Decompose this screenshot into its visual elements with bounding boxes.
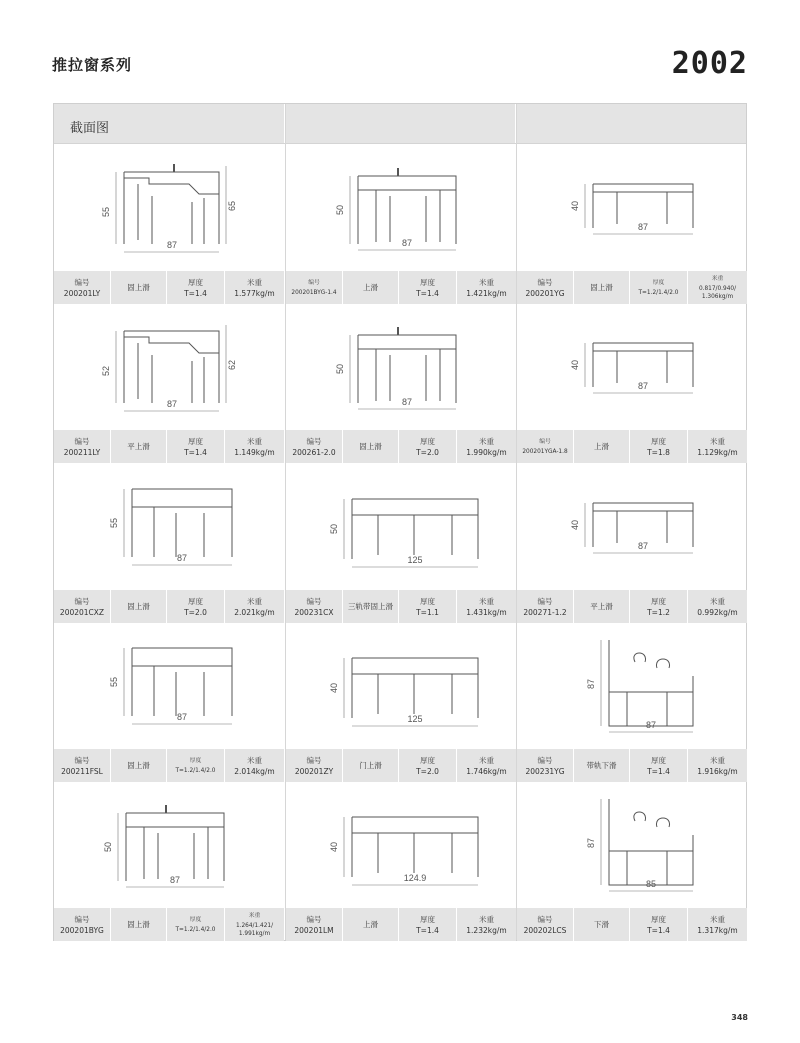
code-cell: [286, 590, 343, 623]
weight-label: 米重: [479, 436, 494, 446]
weight-value: 1.990kg/m: [466, 447, 507, 457]
weight-value: 1.149kg/m: [234, 447, 275, 457]
header-cell-3: [516, 104, 746, 143]
header-cell-1: [54, 104, 285, 143]
thickness-cell: [630, 590, 688, 623]
profile-name: 固上滑: [127, 920, 150, 929]
name-cell: [574, 271, 630, 304]
spec-row: [54, 590, 284, 623]
profile-name: 上滑: [594, 442, 609, 451]
code-label: 编号: [74, 277, 90, 287]
dimension-label: 87: [586, 678, 596, 690]
profile-card: [517, 463, 747, 623]
weight-label: 米重: [247, 755, 262, 765]
name-cell: [343, 908, 399, 941]
profile-card: [517, 303, 747, 463]
profile-code: 200201LM: [294, 925, 334, 935]
spec-row: [517, 271, 747, 304]
profile-section-drawing: [286, 303, 516, 430]
weight-cell: [457, 271, 516, 304]
profile-section-drawing: [286, 622, 516, 749]
profile-name: 平上滑: [127, 442, 150, 451]
code-cell: [517, 908, 574, 941]
profile-code: 200201YGA-1.8: [522, 449, 568, 455]
profile-card: [517, 781, 747, 941]
catalog-header: [54, 104, 746, 144]
code-cell: [517, 430, 574, 463]
profile-code: 200231YG: [525, 766, 565, 776]
spec-row: [286, 749, 516, 782]
weight-cell: [457, 590, 516, 623]
dimension-label: 87: [176, 553, 188, 563]
weight-value: 2.021kg/m: [234, 607, 275, 617]
code-cell: [286, 271, 343, 304]
dimension-label: 87: [637, 541, 649, 551]
code-cell: [54, 749, 111, 782]
dimension-label: 40: [570, 519, 580, 531]
spec-row: [517, 908, 747, 941]
code-cell: [54, 271, 111, 304]
profile-name: 上滑: [363, 920, 378, 929]
code-label: 编号: [74, 755, 90, 765]
code-cell: [517, 749, 574, 782]
dimension-label: 87: [166, 399, 178, 409]
thickness-label: 厚度: [420, 914, 435, 924]
profile-code: 200202LCS: [523, 925, 567, 935]
dimension-label: 87: [586, 837, 596, 849]
weight-value: 1.577kg/m: [234, 288, 275, 298]
thickness-cell: [399, 749, 457, 782]
profile-name: 平上滑: [590, 602, 613, 611]
spec-row: [54, 271, 284, 304]
profile-section-drawing: [517, 303, 747, 430]
thickness-cell: [167, 908, 225, 941]
thickness-label: 厚度: [652, 280, 665, 286]
dimension-label: 87: [176, 712, 188, 722]
dimension-label: 125: [407, 714, 423, 724]
dimension-label: 65: [227, 200, 237, 212]
thickness-cell: [167, 590, 225, 623]
profile-code: 200201BYG: [60, 925, 104, 935]
thickness-label: 厚度: [420, 277, 435, 287]
dimension-label: 87: [169, 875, 181, 885]
thickness-value: T=1.2/1.4/2.0: [175, 768, 216, 774]
dimension-label: 87: [645, 720, 657, 730]
weight-label: 米重: [710, 914, 725, 924]
profile-catalog-table: [53, 103, 747, 941]
profile-card: [54, 463, 284, 623]
series-title: 推拉窗系列: [52, 56, 133, 74]
profile-name: 上滑: [363, 283, 378, 292]
profile-section-drawing: [517, 144, 747, 271]
thickness-cell: [167, 271, 225, 304]
thickness-cell: [630, 271, 688, 304]
code-label: 编号: [537, 596, 553, 606]
series-code: 2002: [671, 46, 748, 81]
dimension-label: 125: [407, 555, 423, 565]
weight-label: 米重: [710, 596, 725, 606]
weight-label: 米重: [247, 436, 262, 446]
weight-value: 1.916kg/m: [697, 766, 738, 776]
weight-cell: [225, 590, 284, 623]
dimension-label: 40: [329, 682, 339, 694]
name-cell: [111, 749, 167, 782]
code-label: 编号: [306, 436, 322, 446]
profile-card: [286, 144, 516, 304]
code-label: 编号: [74, 914, 90, 924]
dimension-label: 87: [637, 222, 649, 232]
dimension-label: 55: [101, 206, 111, 218]
spec-row: [54, 749, 284, 782]
weight-value: 1.746kg/m: [466, 766, 507, 776]
profile-section-drawing: [54, 303, 284, 430]
profile-card: [54, 144, 284, 304]
profile-code: 200211LY: [63, 447, 101, 457]
weight-value: 1.232kg/m: [466, 925, 507, 935]
weight-cell: [688, 908, 747, 941]
spec-row: [54, 430, 284, 463]
code-cell: [517, 590, 574, 623]
thickness-cell: [399, 430, 457, 463]
weight-value: 0.992kg/m: [697, 607, 738, 617]
weight-value: 1.264/1.421/ 1.991kg/m: [235, 923, 274, 937]
name-cell: [574, 590, 630, 623]
page-number: 348: [731, 1013, 748, 1022]
thickness-label: 厚度: [651, 914, 666, 924]
thickness-label: 厚度: [189, 917, 202, 923]
dimension-label: 40: [570, 359, 580, 371]
name-cell: [574, 430, 630, 463]
thickness-label: 厚度: [420, 436, 435, 446]
weight-cell: [225, 749, 284, 782]
code-label: 编号: [306, 596, 322, 606]
spec-row: [517, 749, 747, 782]
weight-cell: [457, 430, 516, 463]
weight-label: 米重: [710, 755, 725, 765]
thickness-cell: [630, 749, 688, 782]
spec-row: [286, 271, 516, 304]
profile-code: 200201BYG-1.4: [291, 290, 337, 296]
profile-section-drawing: [286, 781, 516, 908]
code-label: 编号: [306, 755, 322, 765]
name-cell: [111, 908, 167, 941]
weight-value: 1.317kg/m: [697, 925, 738, 935]
name-cell: [343, 590, 399, 623]
profile-name: 三轨带固上滑: [348, 602, 393, 611]
name-cell: [343, 271, 399, 304]
profile-card: [286, 622, 516, 782]
profile-code: 200201ZY: [294, 766, 334, 776]
profile-name: 固上滑: [127, 283, 150, 292]
weight-cell: [688, 271, 747, 304]
code-label: 编号: [306, 914, 322, 924]
thickness-value: T=1.1: [416, 607, 439, 617]
dimension-label: 87: [166, 240, 178, 250]
thickness-label: 厚度: [420, 596, 435, 606]
profile-section-drawing: [517, 781, 747, 908]
profile-name: 固上滑: [359, 442, 382, 451]
thickness-label: 厚度: [188, 436, 203, 446]
profile-code: 200211FSL: [61, 766, 103, 776]
profile-card: [54, 622, 284, 782]
spec-row: [286, 430, 516, 463]
dimension-label: 52: [101, 365, 111, 377]
weight-cell: [688, 430, 747, 463]
dimension-label: 40: [570, 200, 580, 212]
code-label: 编号: [537, 914, 553, 924]
thickness-label: 厚度: [420, 755, 435, 765]
weight-label: 米重: [711, 276, 724, 282]
profile-card: [517, 622, 747, 782]
dimension-label: 50: [103, 841, 113, 853]
profile-code: 200201YG: [525, 288, 565, 298]
weight-label: 米重: [479, 755, 494, 765]
code-cell: [286, 430, 343, 463]
thickness-value: T=2.0: [416, 766, 439, 776]
thickness-value: T=1.4: [647, 766, 670, 776]
code-label: 编号: [537, 277, 553, 287]
weight-cell: [225, 430, 284, 463]
weight-value: 2.014kg/m: [234, 766, 275, 776]
code-cell: [286, 908, 343, 941]
weight-cell: [688, 749, 747, 782]
weight-cell: [688, 590, 747, 623]
dimension-label: 124.9: [403, 873, 427, 883]
dimension-label: 87: [637, 381, 649, 391]
profile-code: 200261-2.0: [292, 447, 336, 457]
thickness-value: T=1.4: [416, 925, 439, 935]
name-cell: [111, 590, 167, 623]
section-title: 截面图: [70, 121, 110, 136]
code-label: 编号: [539, 439, 551, 445]
dimension-label: 85: [645, 879, 657, 889]
code-cell: [54, 908, 111, 941]
code-cell: [54, 430, 111, 463]
profile-section-drawing: [54, 781, 284, 908]
profile-card: [54, 303, 284, 463]
thickness-value: T=2.0: [416, 447, 439, 457]
dimension-label: 87: [401, 238, 413, 248]
spec-row: [517, 590, 747, 623]
weight-cell: [225, 271, 284, 304]
thickness-label: 厚度: [651, 596, 666, 606]
thickness-cell: [399, 908, 457, 941]
thickness-cell: [167, 430, 225, 463]
spec-row: [517, 430, 747, 463]
dimension-label: 55: [109, 676, 119, 688]
profile-card: [286, 781, 516, 941]
profile-card: [517, 144, 747, 304]
thickness-cell: [630, 908, 688, 941]
profile-name: 带轨下滑: [586, 761, 617, 770]
code-cell: [286, 749, 343, 782]
thickness-label: 厚度: [188, 277, 203, 287]
profile-section-drawing: [54, 622, 284, 749]
thickness-value: T=1.4: [416, 288, 439, 298]
header-cell-2: [285, 104, 516, 143]
code-cell: [517, 271, 574, 304]
name-cell: [111, 430, 167, 463]
profile-name: 固上滑: [127, 602, 150, 611]
thickness-value: T=1.4: [184, 447, 207, 457]
name-cell: [574, 749, 630, 782]
code-label: 编号: [308, 280, 320, 286]
weight-label: 米重: [479, 277, 494, 287]
weight-label: 米重: [247, 596, 262, 606]
thickness-value: T=1.2: [647, 607, 670, 617]
profile-section-drawing: [517, 463, 747, 590]
thickness-value: T=1.4: [647, 925, 670, 935]
dimension-label: 50: [335, 204, 345, 216]
profile-code: 200201LY: [63, 288, 101, 298]
thickness-cell: [167, 749, 225, 782]
spec-row: [286, 908, 516, 941]
dimension-label: 40: [329, 841, 339, 853]
profile-code: 200231CX: [294, 607, 334, 617]
profile-code: 200201CXZ: [59, 607, 105, 617]
weight-label: 米重: [479, 596, 494, 606]
name-cell: [111, 271, 167, 304]
profile-name: 固上滑: [127, 761, 150, 770]
code-cell: [54, 590, 111, 623]
weight-cell: [225, 908, 284, 941]
thickness-label: 厚度: [651, 755, 666, 765]
spec-row: [286, 590, 516, 623]
weight-label: 米重: [248, 913, 261, 919]
thickness-value: T=1.4: [184, 288, 207, 298]
thickness-value: T=1.2/1.4/2.0: [638, 290, 679, 296]
name-cell: [343, 430, 399, 463]
profile-name: 下滑: [594, 920, 609, 929]
weight-cell: [457, 908, 516, 941]
dimension-label: 50: [335, 363, 345, 375]
weight-label: 米重: [479, 914, 494, 924]
profile-code: 200271-1.2: [523, 607, 567, 617]
dimension-label: 87: [401, 397, 413, 407]
thickness-label: 厚度: [189, 758, 202, 764]
profile-section-drawing: [517, 622, 747, 749]
thickness-value: T=1.2/1.4/2.0: [175, 927, 216, 933]
profile-section-drawing: [54, 463, 284, 590]
dimension-label: 50: [329, 523, 339, 535]
name-cell: [343, 749, 399, 782]
dimension-label: 55: [109, 517, 119, 529]
weight-cell: [457, 749, 516, 782]
thickness-label: 厚度: [188, 596, 203, 606]
profile-section-drawing: [286, 463, 516, 590]
profile-card: [54, 781, 284, 941]
weight-value: 1.421kg/m: [466, 288, 507, 298]
thickness-cell: [399, 271, 457, 304]
weight-label: 米重: [710, 436, 725, 446]
thickness-value: T=2.0: [184, 607, 207, 617]
weight-value: 1.431kg/m: [466, 607, 507, 617]
name-cell: [574, 908, 630, 941]
profile-section-drawing: [286, 144, 516, 271]
weight-label: 米重: [247, 277, 262, 287]
profile-name: 门上滑: [359, 761, 382, 770]
weight-value: 1.129kg/m: [697, 447, 738, 457]
dimension-label: 62: [227, 359, 237, 371]
profile-card: [286, 303, 516, 463]
thickness-cell: [399, 590, 457, 623]
thickness-value: T=1.8: [647, 447, 670, 457]
thickness-cell: [630, 430, 688, 463]
profile-name: 固上滑: [590, 283, 613, 292]
thickness-label: 厚度: [651, 436, 666, 446]
code-label: 编号: [74, 596, 90, 606]
profile-section-drawing: [54, 144, 284, 271]
code-label: 编号: [537, 755, 553, 765]
code-label: 编号: [74, 436, 90, 446]
weight-value: 0.817/0.940/ 1.306kg/m: [698, 286, 737, 300]
profile-card: [286, 463, 516, 623]
spec-row: [54, 908, 284, 941]
